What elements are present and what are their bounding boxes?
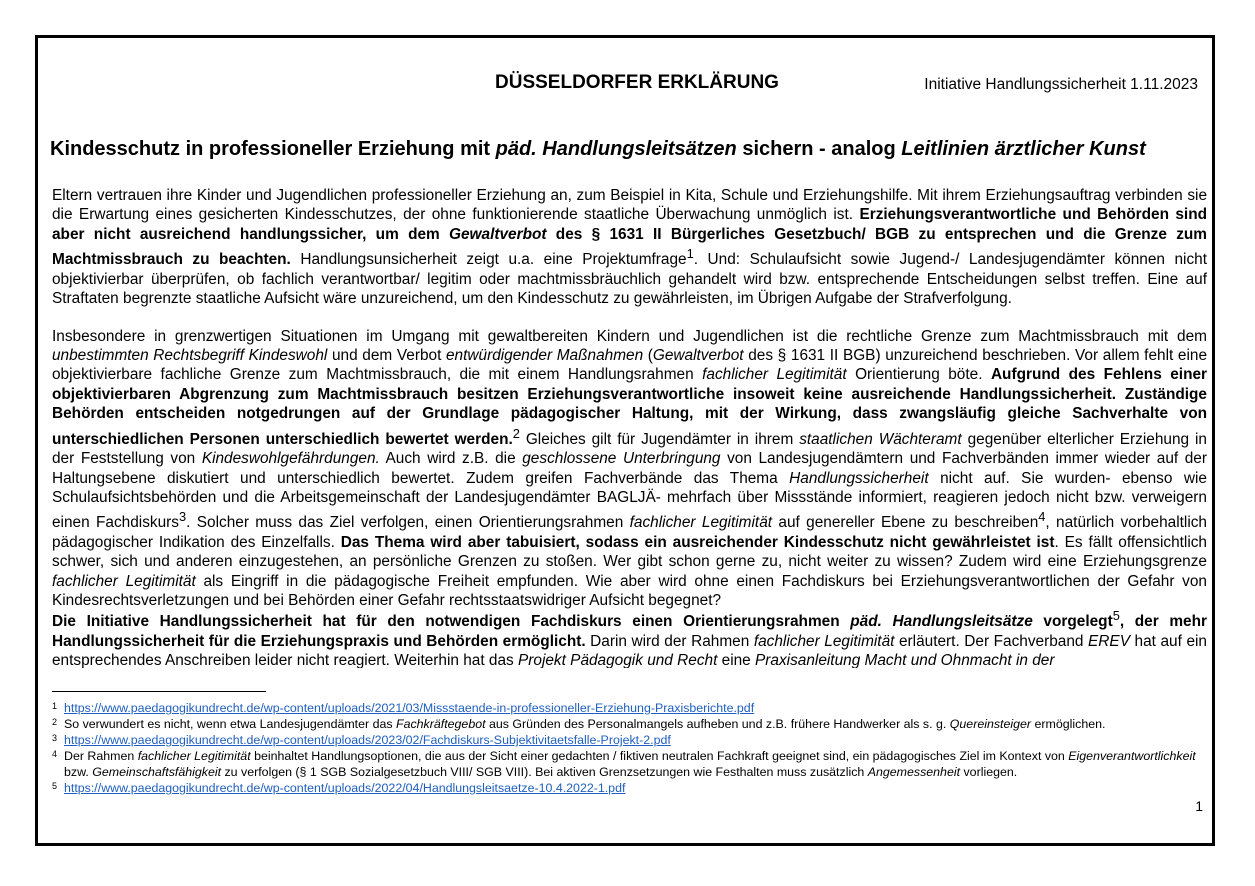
footnote-5: 5 https://www.paedagogikundrecht.de/wp-content/uploads/2022/04/Handlungsleitsaetze-10.4.2022-1.pdf	[52, 781, 626, 795]
document-title: DÜSSELDORFER ERKLÄRUNG	[495, 72, 779, 93]
footnotes	[52, 700, 1210, 796]
body-text	[52, 186, 1207, 629]
paragraph-1: Eltern vertrauen ihre Kinder und Jugendlichen professioneller Erziehung an, zum Beispiel in Kita, Schule und Erziehungshilfe. Mit ihrem Erziehungsauftrag verbinden sie die Erwartung eines gesicherten Kindesschutzes, der ohne funktionierende staatliche Überwachung unmöglich ist. Erziehungsverantwortliche und Behörden sind aber nicht ausreichend handlungssicher, um dem Gewaltverbot des § 1631 II Bürgerliches Gesetzbuch/ BGB zu entsprechen und die Grenze zum Machtmissbrauch zu beachten. Handlungsunsicherheit zeigt u.a. eine Projektumfrage$^1$. Und: Schulaufsicht sowie Jugend-/ Landesjugendämter können nicht objektivierbar überprüfen, ob fachlich verantwortbar/ legitim oder machtmissbräuchlich gehandelt wird bzw. entsprechende Entscheidungen selbst treffen. Eine auf Straftaten begrenzte staatliche Aufsicht wäre unzureichend, um den Kindesschutz zu gewährleisten, im Übrigen Aufgabe der Strafverfolgung.	[52, 187, 1208, 308]
paragraph-2: Insbesondere in grenzwertigen Situationen im Umgang mit gewaltbereiten Kindern und Jugendlichen ist die rechtliche Grenze zum Machtmissbrauch mit dem unbestimmten Rechtsbegriff Kindeswohl und dem Verbot entwürdigender Maßnahmen (Gewaltverbot des § 1631 II BGB) unzureichend beschrieben. Vor allem fehlt eine objektivierbare fachliche Grenze zum Machtmissbrauch, die mit einem Handlungsrahmen fachlicher Legitimität Orientierung böte. Aufgrund des Fehlens einer objektivierbaren Abgrenzung zum Machtmissbrauch besitzen Erziehungsverantwortliche insoweit keine ausreichende Handlungssicherheit. Zuständige Behörden entscheiden notgedrungen auf der Grundlage pädagogischer Haltung, mit der Wirkung, dass zwangsläufig gleiche Sachverhalte von unterschiedlichen Personen unterschiedlich bewertet werden.$^2$ Gleiches gilt für Jugendämter in ihrem staatlichen Wächteramt gegenüber elterlicher Erziehung in der Feststellung von Kindeswohlgefährdungen. Auch wird z.B. die geschlossene Unterbringung von Landesjugendämtern und Fachverbänden immer wieder auf der Haltungsebene diskutiert und unterschiedlich bewertet. Zudem greifen Fachverbände das Thema Handlungssicherheit nicht auf. Sie wurden- ebenso wie Schulaufsichtsbehörden und die Arbeitsgemeinschaft der Landesjugendämter BAGLJÄ- mehrfach über Missstände informiert, reagieren jedoch nicht bzw. verweigern einen Fachdiskurs$^3$. Solcher muss das Ziel verfolgen, einen Orientierungsrahmen fachlicher Legitimität auf genereller Ebene zu beschreiben$^4$, natürlich vorbehaltlich pädagogischer Indikation des Einzelfalls. Das Thema wird aber tabuisiert, sodass ein ausreichender Kindesschutz nicht gewährleistet ist. Es fällt offensichtlich schwer, sich und anderen einzugestehen, an persönliche Grenzen zu stoßen. Wer gibt schon gerne zu, nicht weiter zu wissen? Zudem wird eine Erziehungsgrenze fachlicher Legitimität als Eingriff in die pädagogische Freiheit empfunden. Wie aber wird ohne einen Fachdiskurs bei Erziehungsverantwortlichen der Gefahr von Kindesrechtsverletzungen und bei Behörden einer Gefahr rechtsstaatswidriger Aufsicht begegnet?	[52, 327, 1208, 610]
footnote-separator	[52, 691, 266, 692]
footnote-ref-5[interactable]: 5	[1112, 608, 1120, 623]
footnote-ref-1[interactable]: 1	[686, 246, 694, 262]
paragraph-3: Die Initiative Handlungssicherheit hat für den notwendigen Fachdiskurs einen Orientierungsrahmen päd. Handlungsleitsätze vorgelegt$^5$, der mehr Handlungssicherheit für die Erziehungspraxis und Behörden ermöglicht. Darin wird der Rahmen fachlicher Legitimität erläutert. Der Fachverband EREV hat auf ein entsprechendes Anschreiben leider nicht reagiert. Weiterhin hat das Projekt Pädagogik und Recht eine Praxisanleitung Macht und Ohnmacht in der	[52, 608, 1207, 668]
footnote-2: 2 So verwundert es nicht, wenn etwa Landesjugendämter das Fachkräftegebot aus Gründen des Personalmangels aufheben und z.B. frühere Handwerker als s. g. Quereinsteiger ermöglichen.	[52, 717, 1106, 731]
footnote-ref-2[interactable]: 2	[512, 425, 520, 441]
footnote-3-link[interactable]: https://www.paedagogikundrecht.de/wp-content/uploads/2023/02/Fachdiskurs-Subjektivitaetsfalle-Projekt-2.pdf	[64, 733, 671, 747]
footnote-4: 4 Der Rahmen fachlicher Legitimität beinhaltet Handlungsoptionen, die aus der Sicht einer gedachten / fiktiven neutralen Fachkraft geeignet sind, ein pädagogisches Ziel im Kontext von Eigenverantwortlichkeit bzw. Gemeinschaftsfähigkeit zu verfolgen (§ 1 SGB Sozialgesetzbuch VIII/ SGB VIII). Bei aktiven Grenzsetzungen wie Festhalten muss zusätzlich Angemessenheit vorliegen.	[52, 749, 1196, 779]
initiative-date: Initiative Handlungssicherheit 1.11.2023	[924, 76, 1198, 93]
footnote-1: 1 https://www.paedagogikundrecht.de/wp-content/uploads/2021/03/Missstaende-in-professioneller-Erziehung-Praxisberichte.pdf	[52, 701, 755, 715]
footnote-3: 3 https://www.paedagogikundrecht.de/wp-content/uploads/2023/02/Fachdiskurs-Subjektivitaetsfalle-Projekt-2.pdf	[52, 733, 671, 747]
footnote-1-link[interactable]: https://www.paedagogikundrecht.de/wp-content/uploads/2021/03/Missstaende-in-professioneller-Erziehung-Praxisberichte.pdf	[64, 701, 755, 715]
footnote-ref-3[interactable]: 3	[178, 509, 187, 525]
paragraph-3-container	[52, 606, 1207, 668]
footnote-ref-4[interactable]: 4	[1038, 509, 1046, 525]
page-number: 1	[1195, 798, 1203, 814]
document-subtitle: Kindesschutz in professioneller Erziehung mit päd. Handlungsleitsätzen sichern - analog Leitlinien ärztlicher Kunst	[50, 138, 1146, 160]
footnote-5-link[interactable]: https://www.paedagogikundrecht.de/wp-content/uploads/2022/04/Handlungsleitsaetze-10.4.2022-1.pdf	[64, 781, 626, 795]
